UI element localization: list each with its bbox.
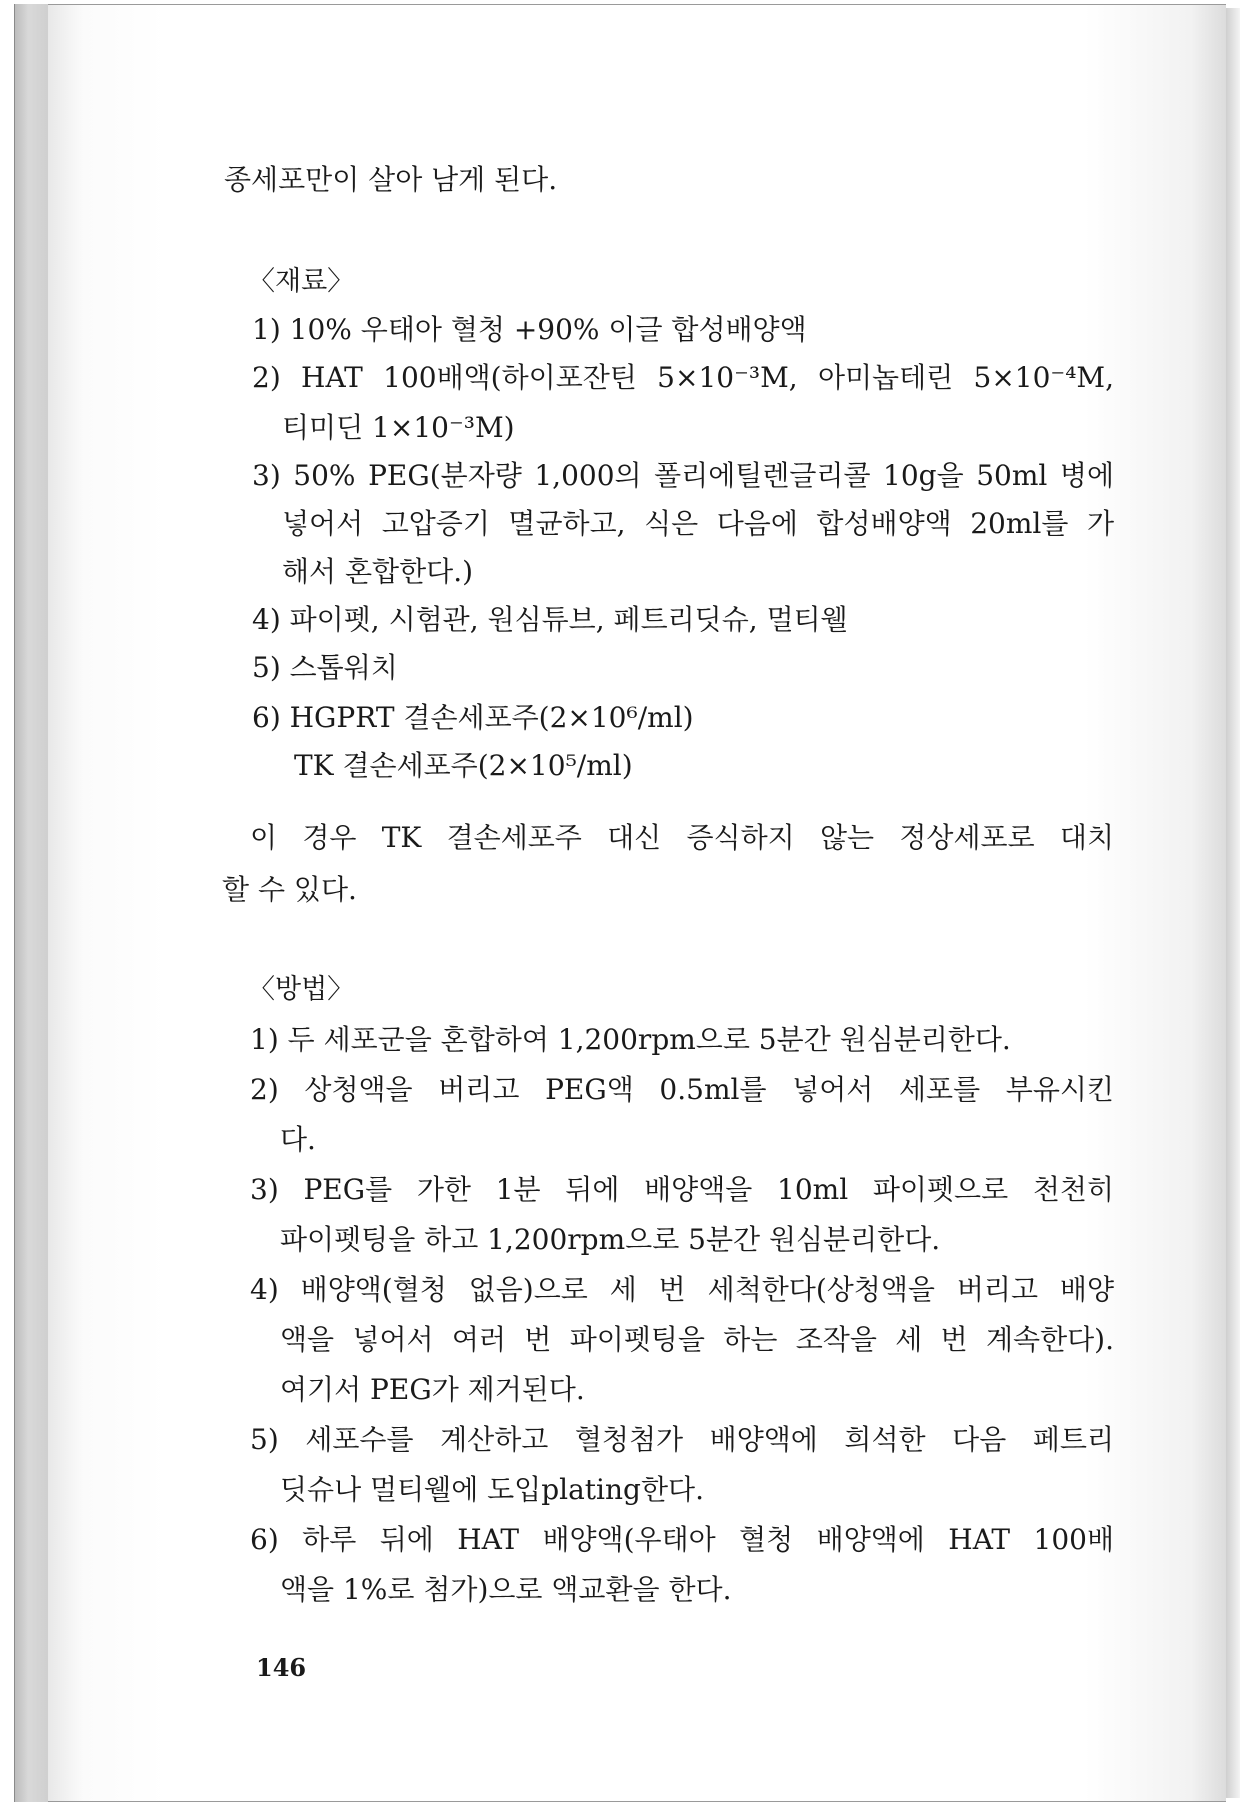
- method-item-4-cont2: 여기서 PEG가 제거된다.: [280, 1373, 585, 1406]
- method-item-6: 6) 하루 뒤에 HAT 배양액(우태아 혈청 배양액에 HAT 100배: [250, 1523, 1114, 1556]
- materials-item-2-cont: 티미딘 1×10⁻³M): [282, 411, 515, 444]
- page-number: 146: [256, 1653, 307, 1682]
- materials-item-6-cont: TK 결손세포주(2×10⁵/ml): [294, 749, 633, 782]
- method-item-3: 3) PEG를 가한 1분 뒤에 배양액을 10ml 파이펫으로 천천히: [250, 1173, 1114, 1206]
- materials-item-3-cont1: 넣어서 고압증기 멸균하고, 식은 다음에 합성배양액 20ml를 가: [282, 507, 1114, 540]
- materials-item-5: 5) 스톱워치: [252, 651, 398, 684]
- method-item-4: 4) 배양액(혈청 없음)으로 세 번 세척한다(상청액을 버리고 배양: [250, 1273, 1114, 1306]
- materials-item-3: 3) 50% PEG(분자량 1,000의 폴리에틸렌글리콜 10g을 50ml 병에: [252, 459, 1114, 492]
- method-item-6-cont: 액을 1%로 첨가)으로 액교환을 한다.: [280, 1573, 732, 1606]
- method-item-5-cont: 딧슈나 멀티웰에 도입plating한다.: [280, 1473, 704, 1506]
- materials-item-6: 6) HGPRT 결손세포주(2×10⁶/ml): [252, 701, 694, 734]
- materials-item-3-cont2: 해서 혼합한다.): [282, 555, 474, 588]
- note-line-2: 할 수 있다.: [222, 873, 357, 906]
- method-item-3-cont: 파이펫팅을 하고 1,200rpm으로 5분간 원심분리한다.: [280, 1223, 941, 1256]
- note-line-1: 이 경우 TK 결손세포주 대신 증식하지 않는 정상세포로 대치: [250, 821, 1114, 854]
- materials-item-2: 2) HAT 100배액(하이포잔틴 5×10⁻³M, 아미놉테린 5×10⁻⁴M,: [252, 361, 1114, 394]
- method-item-1: 1) 두 세포군을 혼합하여 1,200rpm으로 5분간 원심분리한다.: [250, 1023, 1011, 1056]
- materials-item-1: 1) 10% 우태아 혈청 +90% 이글 합성배양액: [252, 313, 807, 346]
- intro-line: 종세포만이 살아 남게 된다.: [224, 163, 558, 196]
- method-heading: 〈방법〉: [248, 974, 355, 1005]
- method-item-4-cont1: 액을 넣어서 여러 번 파이펫팅을 하는 조작을 세 번 계속한다).: [280, 1323, 1114, 1356]
- method-item-5: 5) 세포수를 계산하고 혈청첨가 배양액에 희석한 다음 페트리: [250, 1423, 1114, 1456]
- materials-item-4: 4) 파이펫, 시험관, 원심튜브, 페트리딧슈, 멀티웰: [252, 603, 848, 636]
- method-item-2-cont: 다.: [280, 1123, 316, 1156]
- method-item-2: 2) 상청액을 버리고 PEG액 0.5ml를 넣어서 세포를 부유시킨: [250, 1073, 1114, 1106]
- materials-heading: 〈재료〉: [248, 266, 355, 297]
